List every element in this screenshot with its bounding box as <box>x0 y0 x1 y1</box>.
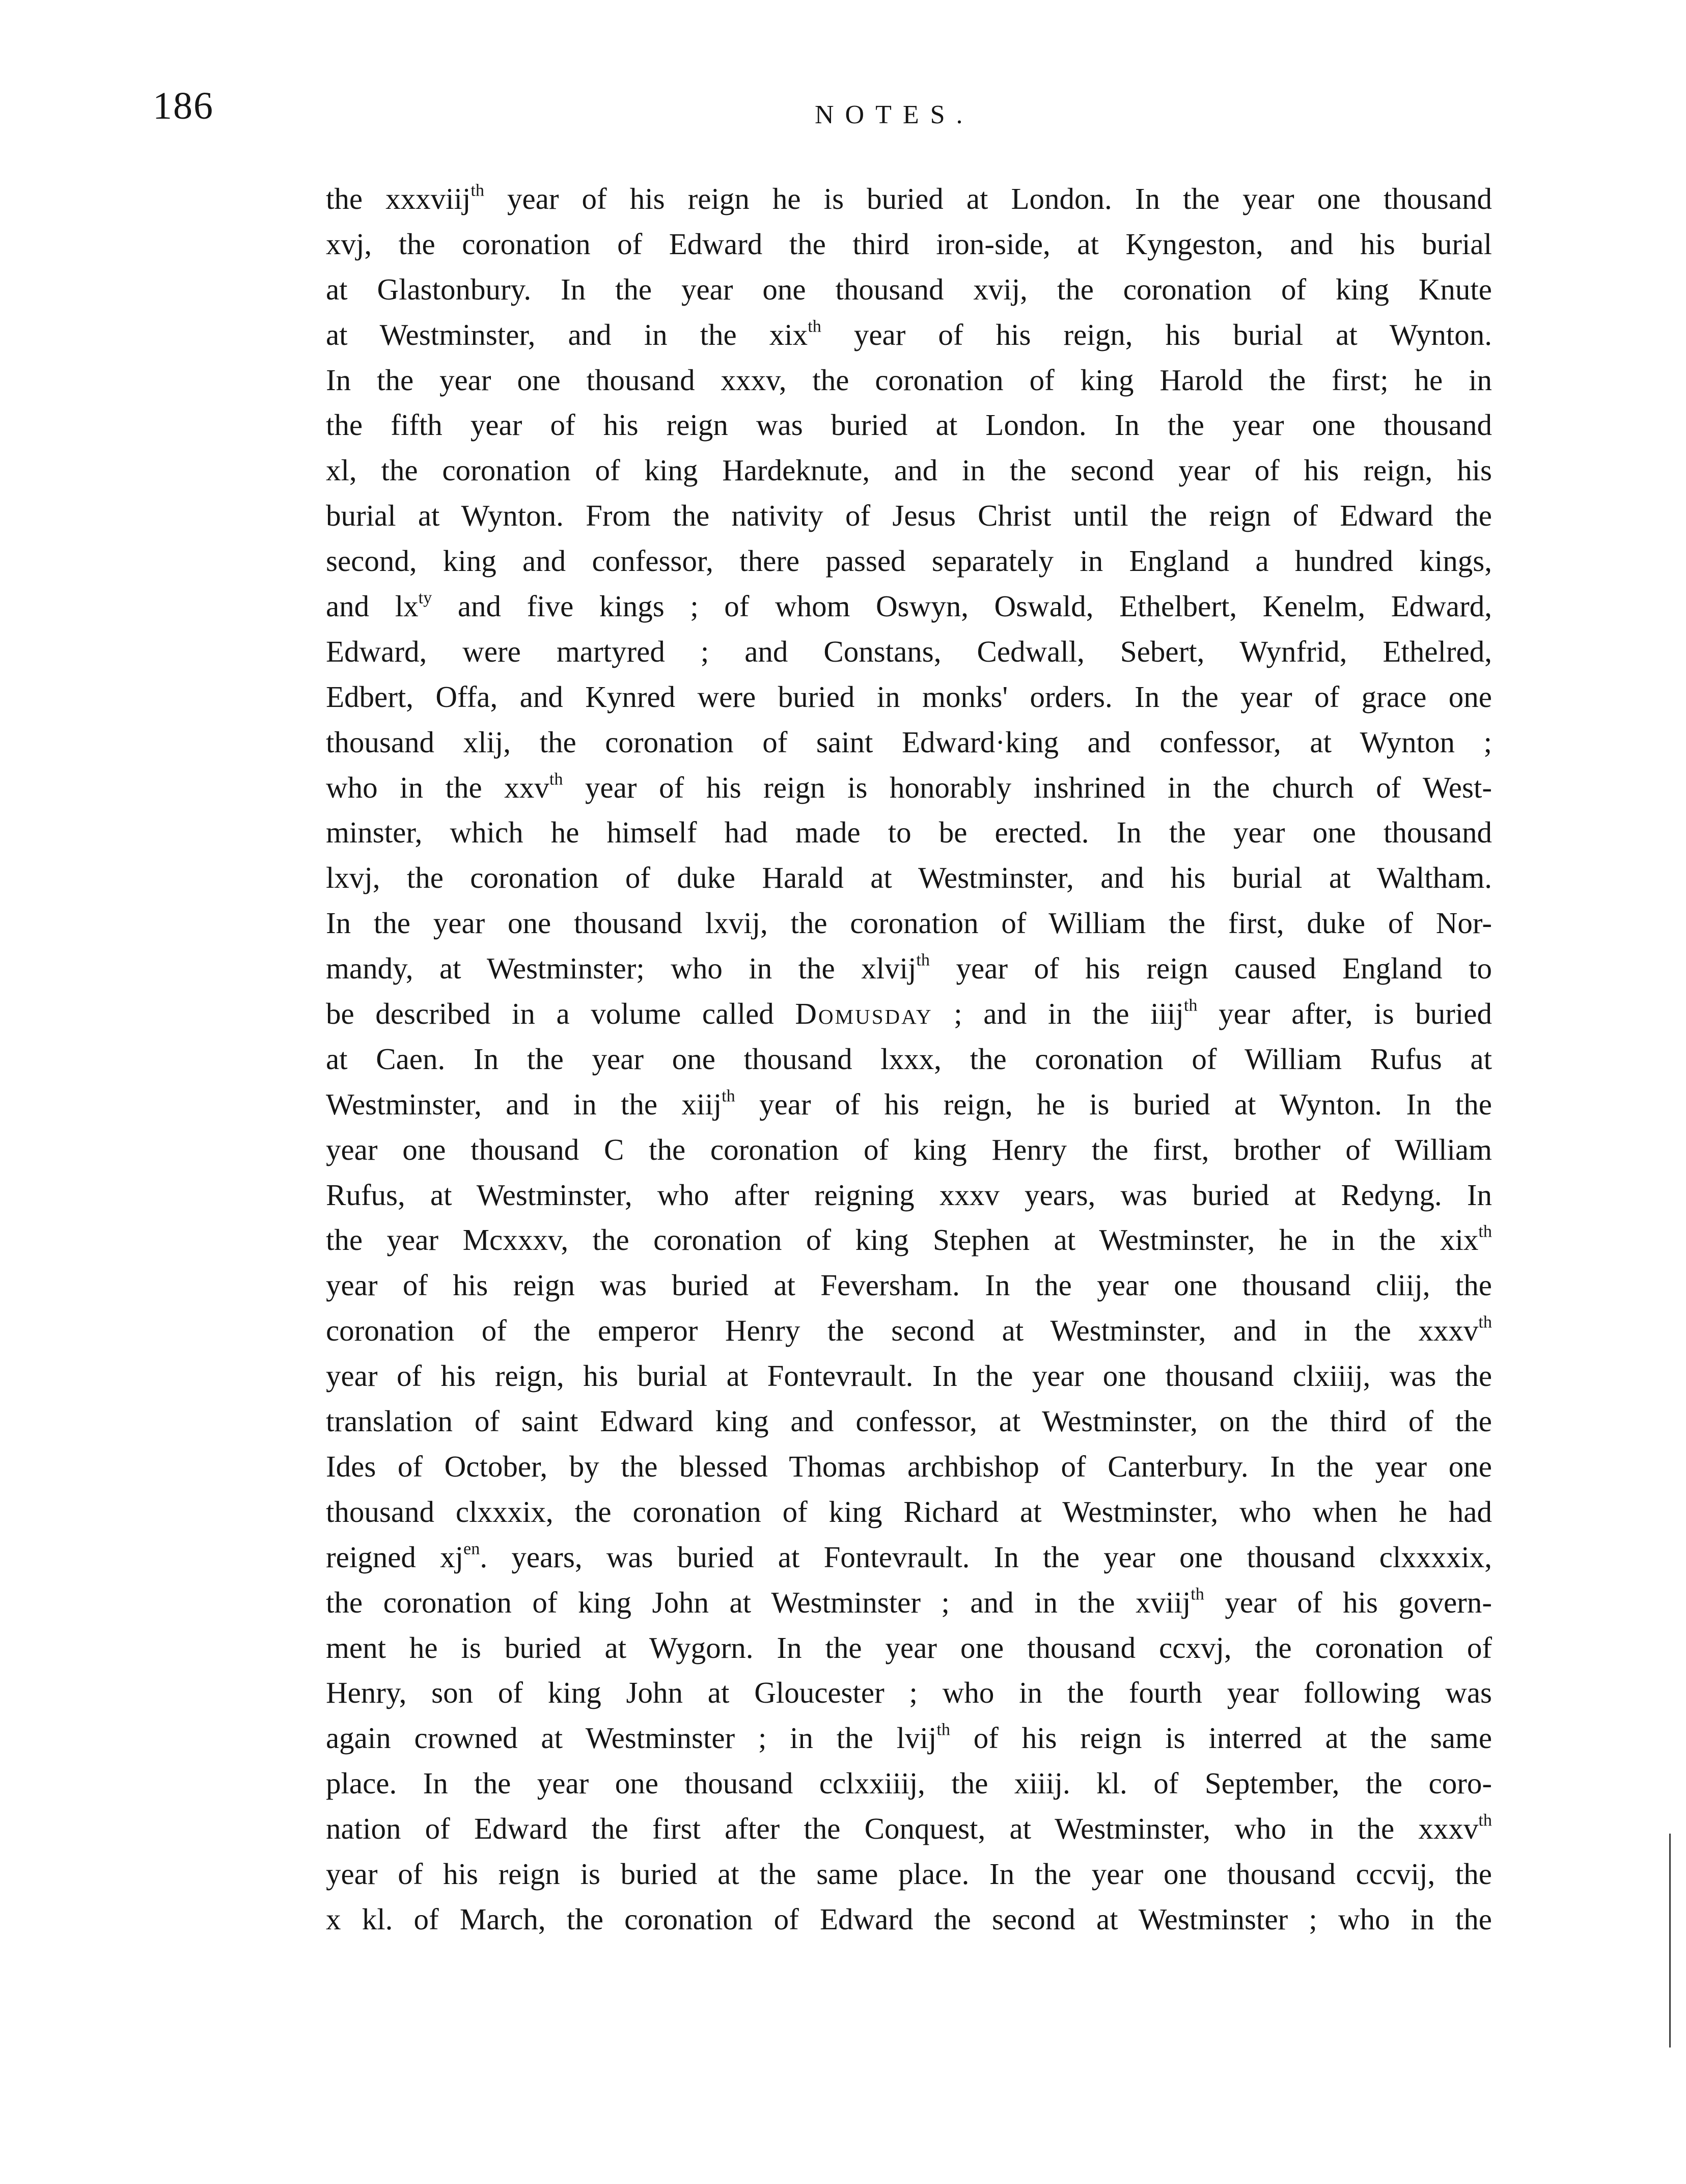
text-line: year of his reign, his burial at Fontevrault. In the year one thousand clxiiij, was the <box>326 1359 1492 1393</box>
text-line: Westminster, and in the xiij$^{th}$ year of his reign, he is buried at Wynton. In the <box>326 1086 1492 1121</box>
text-line: Ides of October, by the blessed Thomas archbishop of Canterbury. In the year one <box>326 1449 1492 1483</box>
text-line: burial at Wynton. From the nativity of Jesus Christ until the reign of Edward the <box>326 499 1492 533</box>
body-text <box>326 176 1492 1942</box>
text-line: thousand clxxxix, the coronation of king Richard at Westminster, who when he had <box>326 1494 1492 1528</box>
text-line: Edward, were martyred ; and Constans, Cedwall, Sebert, Wynfrid, Ethelred, <box>326 634 1492 668</box>
text-line: at Westminster, and in the xix$^{th}$ year of his reign, his burial at Wynton. <box>326 317 1492 351</box>
text-line: lxvj, the coronation of duke Harald at Westminster, and his burial at Waltham. <box>326 861 1492 895</box>
text-line: the fifth year of his reign was buried at London. In the year one thousand <box>326 408 1492 442</box>
scan-edge-mark <box>1669 1834 1671 2048</box>
text-line: the xxxviij$^{th}$ year of his reign he is buried at London. In the year one thousand <box>326 181 1492 215</box>
text-line: Rufus, at Westminster, who after reigning xxxv years, was buried at Redyng. In <box>326 1178 1492 1212</box>
text-line: nation of Edward the first after the Conquest, at Westminster, who in the xxxv$^{th}$ <box>326 1811 1492 1846</box>
text-line: x kl. of March, the coronation of Edward the second at Westminster ; who in the <box>326 1902 1492 1936</box>
text-line: translation of saint Edward king and confessor, at Westminster, on the third of the <box>326 1404 1492 1438</box>
text-line: second, king and confessor, there passed separately in England a hundred kings, <box>326 544 1492 578</box>
text-line: reigned $xj^{en}$. years, was buried at Fontevrault. In the year one thousand clxxxxix, <box>326 1539 1492 1574</box>
text-line: at Glastonbury. In the year one thousand xvij, the coronation of king Knute <box>326 272 1492 306</box>
text-line: year one thousand C the coronation of king Henry the first, brother of William <box>326 1132 1492 1166</box>
text-line: who in the xxv$^{th}$ year of his reign is honorably inshrined in the church of West- <box>326 769 1492 804</box>
running-head: NOTES. <box>815 100 974 129</box>
text-line: and $lx^{ty}$ and five kings ; of whom Oswyn, Oswald, Ethelbert, Kenelm, Edward, <box>326 588 1492 623</box>
text-line: In the year one thousand lxvij, the coronation of William the first, duke of Nor- <box>326 906 1492 940</box>
text-line: be described in a volume called Domusday ; and in the iiij$^{th}$ year after, is buried <box>326 996 1492 1031</box>
text-line: Edbert, Offa, and Kynred were buried in monks' orders. In the year of grace one <box>326 679 1492 714</box>
text-line: mandy, at Westminster; who in the xlvij$^{th}$ year of his reign caused England to <box>326 950 1492 986</box>
text-line: year of his reign is buried at the same place. In the year one thousand cccvij, the <box>326 1857 1492 1891</box>
text-line: Henry, son of king John at Gloucester ; who in the fourth year following was <box>326 1676 1492 1710</box>
text-line: xvj, the coronation of Edward the third iron-side, at Kyngeston, and his burial <box>326 227 1492 261</box>
text-line: at Caen. In the year one thousand lxxx, the coronation of William Rufus at <box>326 1042 1492 1076</box>
text-line: xl, the coronation of king Hardeknute, and in the second year of his reign, his <box>326 453 1492 487</box>
text-line: place. In the year one thousand cclxxiiij, the xiiij. kl. of September, the coro- <box>326 1766 1492 1800</box>
page-number: 186 <box>153 85 214 127</box>
text-line: thousand xlij, the coronation of saint Edward·king and confessor, at Wynton ; <box>326 725 1492 759</box>
text-line: again crowned at Westminster ; in the lvij$^{th}$ of his reign is interred at the same <box>326 1720 1492 1755</box>
text-line: minster, which he himself had made to be erected. In the year one thousand <box>326 815 1492 850</box>
text-line: In the year one thousand xxxv, the coronation of king Harold the first; he in <box>326 363 1492 397</box>
text-line: coronation of the emperor Henry the second at Westminster, and in the xxxv$^{th}$ <box>326 1313 1492 1348</box>
text-line: the year Mcxxxv, the coronation of king Stephen at Westminster, he in the xix$^{th}$ <box>326 1222 1492 1257</box>
text-line: year of his reign was buried at Feversham. In the year one thousand cliij, the <box>326 1268 1492 1302</box>
text-line: the coronation of king John at Westminster ; and in the xviij$^{th}$ year of his govern- <box>326 1584 1492 1619</box>
text-line: ment he is buried at Wygorn. In the year one thousand ccxvj, the coronation of <box>326 1630 1492 1664</box>
